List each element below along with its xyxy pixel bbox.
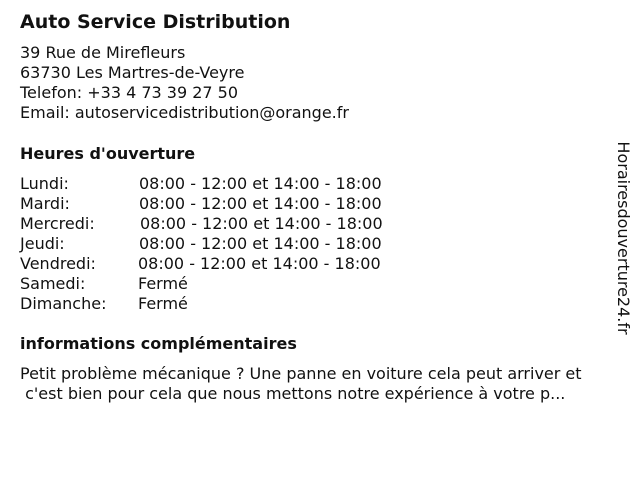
time-value: Fermé xyxy=(138,274,188,293)
day-label: Jeudi: xyxy=(20,234,65,253)
email-address[interactable]: Email: autoservicedistribution@orange.fr xyxy=(20,103,349,122)
time-value: Fermé xyxy=(138,294,188,313)
time-value: 08:00 - 12:00 et 14:00 - 18:00 xyxy=(138,254,381,273)
day-label: Mercredi: xyxy=(20,214,95,233)
info-heading: informations complémentaires xyxy=(20,334,297,353)
day-label: Samedi: xyxy=(20,274,86,293)
description-line: Petit problème mécanique ? Une panne en voiture cela peut arriver et xyxy=(20,364,582,383)
time-value: 08:00 - 12:00 et 14:00 - 18:00 xyxy=(139,194,382,213)
phone-number[interactable]: Telefon: +33 4 73 39 27 50 xyxy=(20,83,239,102)
time-value: 08:00 - 12:00 et 14:00 - 18:00 xyxy=(140,214,383,233)
day-label: Vendredi: xyxy=(20,254,96,273)
hours-heading: Heures d'ouverture xyxy=(20,144,196,163)
street-address: 39 Rue de Mirefleurs xyxy=(20,43,186,62)
time-value: 08:00 - 12:00 et 14:00 - 18:00 xyxy=(139,234,382,253)
description-line: c'est bien pour cela que nous mettons notre expérience à votre p... xyxy=(20,384,566,403)
business-name: Auto Service Distribution xyxy=(20,11,291,33)
day-label: Mardi: xyxy=(20,194,70,213)
time-value: 08:00 - 12:00 et 14:00 - 18:00 xyxy=(139,174,382,193)
city-address: 63730 Les Martres-de-Veyre xyxy=(20,63,245,82)
day-label: Dimanche: xyxy=(20,294,107,313)
site-watermark: Horairesdouverture24.fr xyxy=(614,141,633,335)
day-label: Lundi: xyxy=(20,174,69,193)
address-block xyxy=(20,43,349,123)
business-description xyxy=(20,364,630,404)
